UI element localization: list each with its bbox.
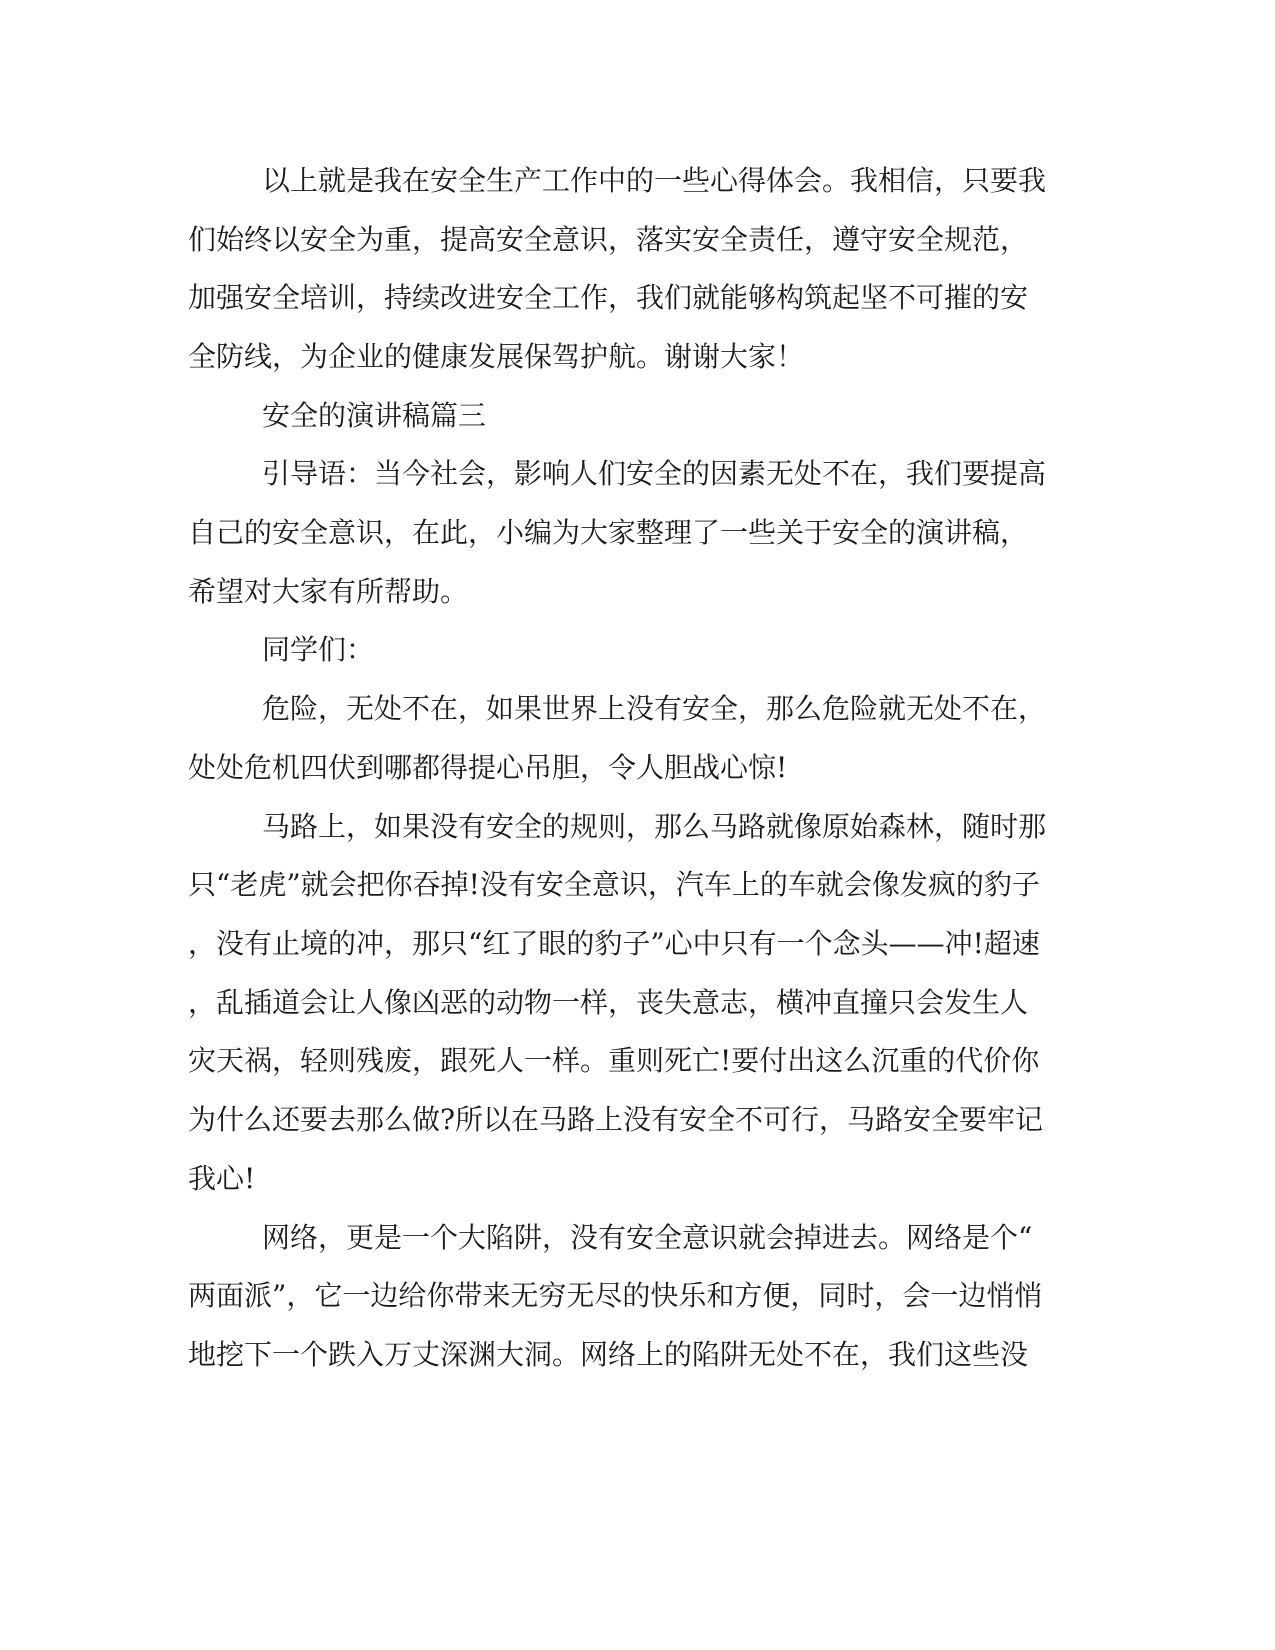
text-line: 同学们： — [262, 633, 375, 666]
text-line: 为什么还要去那么做?所以在马路上没有安全不可行，马路安全要牢记 — [188, 1103, 1044, 1136]
text-line: 地挖下一个跌入万丈深渊大洞。网络上的陷阱无处不在，我们这些没 — [188, 1338, 1029, 1371]
text-line: 全防线，为企业的健康发展保驾护航。谢谢大家！ — [188, 340, 805, 373]
text-line: 们始终以安全为重，提高安全意识，落实安全责任，遵守安全规范， — [188, 223, 1029, 256]
text-line: 我心! — [188, 1162, 256, 1195]
text-line: 引导语：当今社会，影响人们安全的因素无处不在，我们要提高 — [262, 457, 1047, 490]
text-line: 以上就是我在安全生产工作中的一些心得体会。我相信，只要我 — [262, 164, 1047, 197]
text-line: 只“老虎”就会把你吞掉!没有安全意识，汽车上的车就会像发疯的豹子 — [188, 868, 1040, 901]
text-line: ，乱插道会让人像凶恶的动物一样，丧失意志，横冲直撞只会发生人 — [188, 986, 1029, 1019]
text-line: 马路上，如果没有安全的规则，那么马路就像原始森林，随时那 — [262, 810, 1047, 843]
text-line: 处处危机四伏到哪都得提心吊胆，令人胆战心惊! — [188, 751, 788, 784]
text-line: 希望对大家有所帮助。 — [188, 575, 469, 608]
text-line: 两面派”，它一边给你带来无穷无尽的快乐和方便，同时，会一边悄悄 — [188, 1279, 1043, 1312]
text-line: 网络，更是一个大陷阱，没有安全意识就会掉进去。网络是个“ — [262, 1221, 1033, 1254]
text-line: 危险，无处不在，如果世界上没有安全，那么危险就无处不在， — [262, 692, 1047, 725]
text-line: 灾天祸，轻则残废，跟死人一样。重则死亡!要付出这么沉重的代价你 — [188, 1044, 1040, 1077]
text-line: 加强安全培训，持续改进安全工作，我们就能够构筑起坚不可摧的安 — [188, 281, 1029, 314]
text-line: ，没有止境的冲，那只“红了眼的豹子”心中只有一个念头——冲!超速 — [188, 927, 1040, 960]
text-line: 自己的安全意识，在此，小编为大家整理了一些关于安全的演讲稿， — [188, 516, 1029, 549]
section-heading: 安全的演讲稿篇三 — [262, 399, 487, 432]
